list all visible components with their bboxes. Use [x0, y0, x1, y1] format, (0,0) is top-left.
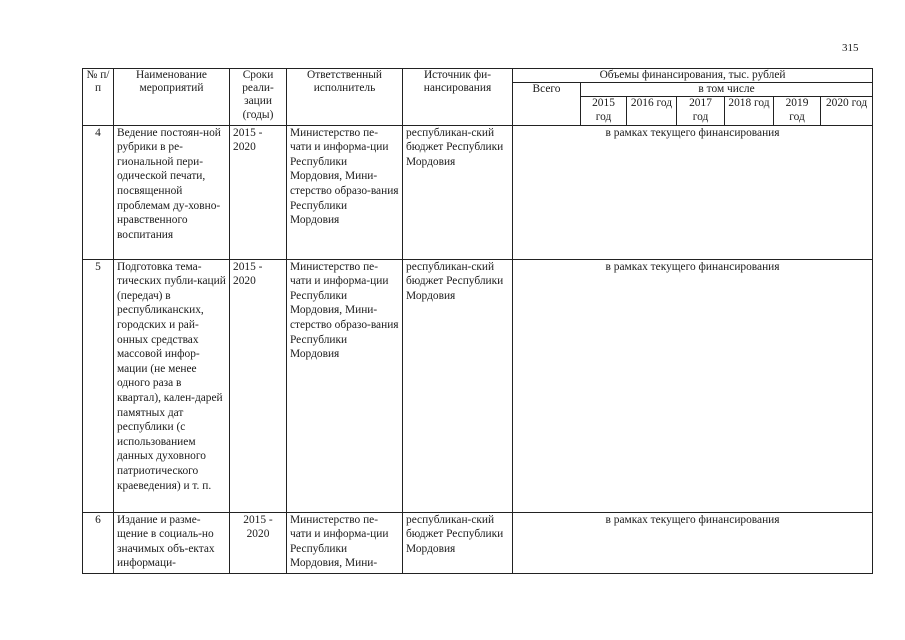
- header-including: в том числе: [581, 83, 873, 97]
- row-number: 4: [83, 125, 114, 259]
- row-term: 2015 - 2020: [230, 125, 287, 259]
- row-activity-name: Подготовка тема-тических публи-каций (передач) в республиканских, городских и рай-онных средствах массовой инфор-мации (не менее одного раза в квартал), кален-дарей памятных дат республики (с использованием данных духовного патриотического краеведения) и т. п.: [114, 259, 230, 512]
- row-funding: в рамках текущего финансирования: [513, 512, 873, 573]
- header-funding: Объемы финансирования, тыс. рублей: [513, 69, 873, 83]
- row-term: 2015 - 2020: [230, 512, 287, 573]
- row-number: 5: [83, 259, 114, 512]
- header-num: № п/п: [83, 69, 114, 126]
- header-year-2019: 2019 год: [774, 97, 821, 125]
- header-year-2017: 2017 год: [677, 97, 725, 125]
- table-row: [83, 125, 873, 259]
- page-number: 315: [842, 42, 859, 54]
- row-executor: Министерство пе-чати и информа-ции Республики Мордовия, Мини-стерство образо-вания Республики Мордовия: [287, 259, 403, 512]
- table-row: [83, 512, 873, 573]
- header-year-2016: 2016 год: [627, 97, 677, 125]
- row-number: 6: [83, 512, 114, 573]
- header-year-2015: 2015 год: [581, 97, 627, 125]
- row-source: республикан-ский бюджет Республики Мордовия: [403, 259, 513, 512]
- row-funding: в рамках текущего финансирования: [513, 259, 873, 512]
- row-activity-name: Ведение постоян-ной рубрики в ре-гиональной пери-одической печати, посвященной проблемам ду-ховно-нравственного воспитания: [114, 125, 230, 259]
- row-source: республикан-ский бюджет Республики Мордовия: [403, 125, 513, 259]
- header-source: Источник фи-нансирования: [403, 69, 513, 126]
- header-total: Всего: [513, 83, 581, 125]
- row-source: республикан-ский бюджет Республики Мордовия: [403, 512, 513, 573]
- header-year-2020: 2020 год: [821, 97, 873, 125]
- table-row: [83, 259, 873, 512]
- header-term: Сроки реали-зации (годы): [230, 69, 287, 126]
- header-executor: Ответственный исполнитель: [287, 69, 403, 126]
- row-executor: Министерство пе-чати и информа-ции Республики Мордовия, Мини-стерство образо-вания Республики Мордовия: [287, 125, 403, 259]
- row-funding: в рамках текущего финансирования: [513, 125, 873, 259]
- header-name: Наименование мероприятий: [114, 69, 230, 126]
- funding-table: [82, 68, 873, 574]
- row-activity-name: Издание и разме-щение в социаль-но значимых объ-ектах информаци-: [114, 512, 230, 573]
- header-row-1: [83, 69, 873, 83]
- header-year-2018: 2018 год: [725, 97, 774, 125]
- row-term: 2015 - 2020: [230, 259, 287, 512]
- row-executor: Министерство пе-чати и информа-ции Республики Мордовия, Мини-: [287, 512, 403, 573]
